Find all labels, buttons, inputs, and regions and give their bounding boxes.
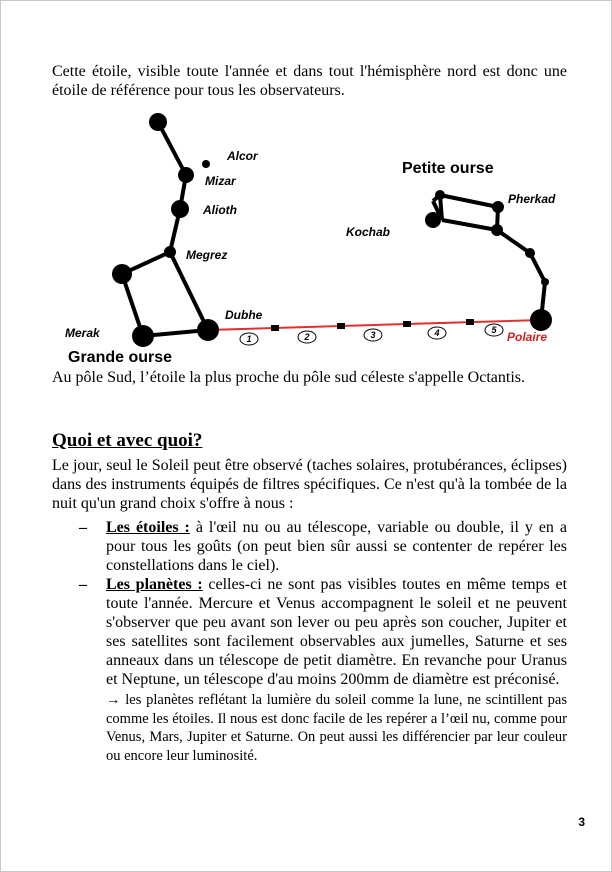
label-mizar: Mizar bbox=[205, 174, 236, 188]
day-paragraph: Le jour, seul le Soleil peut être observé (taches solaires, protubérances, éclipses) dans des instruments équipés de filtres spécifiques. Ce n'est qu'à la tombée de la nuit qu'un grand choix s'offre à nous : bbox=[52, 457, 567, 512]
label-merak: Merak bbox=[65, 326, 100, 340]
label-alioth: Alioth bbox=[203, 203, 237, 217]
step-4: 4 bbox=[434, 328, 440, 338]
grande-ourse-lines bbox=[122, 122, 208, 336]
page-number: 3 bbox=[578, 815, 585, 829]
label-dubhe: Dubhe bbox=[225, 308, 263, 322]
star-mizar bbox=[178, 167, 194, 183]
item-text: à l'œil nu ou au télescope, variable ou double, il y en a pour tous les goûts (on peut bien sûr aussi se contenter de repérer les constellations dans le ciel). bbox=[106, 519, 567, 574]
list-item-planetes bbox=[52, 575, 567, 765]
planet-note: → les planètes reflétant la lumière du soleil comme la lune, ne scintillent pas comme les étoiles. Il nous est donc facile de les repérer a l’œil nu, comme pour Venus, Mars, Jupiter et Saturne. On peut aussi les différencier par leur couleur ou encore leur luminosité. bbox=[106, 692, 567, 764]
star-polaire bbox=[530, 309, 552, 331]
star-alioth bbox=[171, 200, 189, 218]
step-3: 3 bbox=[370, 330, 376, 340]
step-2: 2 bbox=[304, 332, 310, 342]
star-kochab bbox=[425, 212, 441, 228]
label-grande-ourse: Grande ourse bbox=[68, 349, 173, 366]
object-list bbox=[52, 518, 567, 765]
star-megrez bbox=[164, 246, 176, 258]
label-alcor: Alcor bbox=[227, 149, 258, 163]
item-text: celles-ci ne sont pas visibles toutes en même temps et toute l'année. Mercure et Venus accompagnent le soleil et ne peuvent s'observer que peu avant son lever ou peu après son coucher, Jupiter et ses satellites sont facilement observables aux jumelles, Saturne et ses anneaux dans un télescope de petit diamètre. En revanche pour Uranus et Neptune, un télescope d'au moins 200mm de diamètre est préconisé. bbox=[106, 576, 568, 688]
section-title: Quoi et avec quoi? bbox=[52, 430, 203, 451]
label-pherkad: Pherkad bbox=[508, 192, 556, 206]
star-alcor bbox=[202, 160, 210, 168]
constellation-diagram bbox=[0, 108, 612, 370]
label-kochab: Kochab bbox=[346, 225, 391, 239]
star-dubhe bbox=[197, 319, 219, 341]
dash-bullet: – bbox=[79, 519, 87, 536]
item-label: Les étoiles : bbox=[106, 519, 190, 536]
intro-paragraph: Cette étoile, visible toute l'année et dans tout l'hémisphère nord est donc une étoile de référence pour tous les observateurs. bbox=[52, 63, 567, 99]
label-megrez: Megrez bbox=[186, 248, 228, 262]
star-alkaid bbox=[149, 113, 167, 131]
label-petite-ourse: Petite ourse bbox=[402, 160, 494, 177]
label-polaire: Polaire bbox=[507, 330, 548, 344]
step-1: 1 bbox=[246, 334, 252, 344]
list-item-etoiles bbox=[52, 518, 567, 575]
star-merak bbox=[132, 325, 154, 347]
south-pole-paragraph: Au pôle Sud, l’étoile la plus proche du pôle sud céleste s'appelle Octantis. bbox=[52, 369, 525, 386]
star-pherkad bbox=[492, 201, 504, 213]
star-phecda bbox=[112, 264, 132, 284]
step-5: 5 bbox=[491, 325, 497, 335]
item-label: Les planètes : bbox=[106, 576, 203, 593]
dash-bullet: – bbox=[79, 576, 87, 593]
